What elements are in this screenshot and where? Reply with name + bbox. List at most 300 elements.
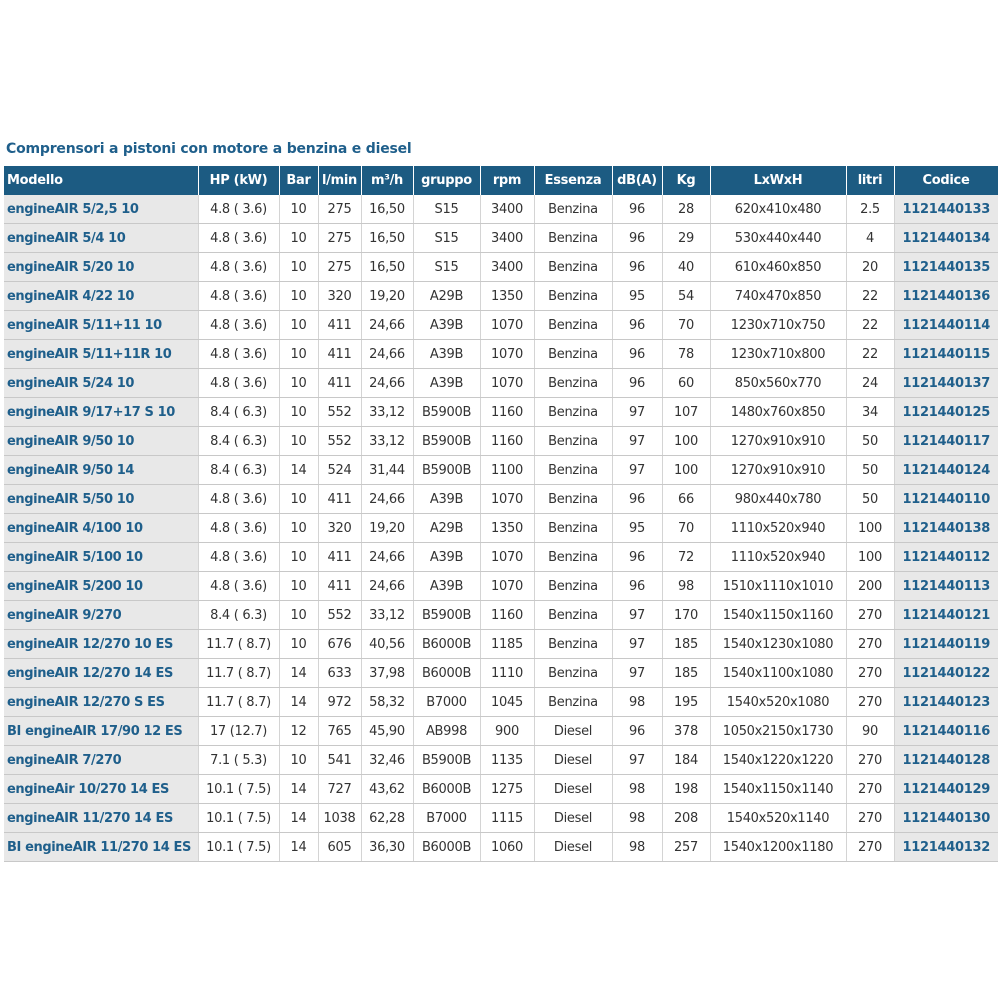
table-row (4, 659, 998, 688)
cell-kg: 54 (662, 282, 710, 311)
cell-m3h: 31,44 (361, 456, 413, 485)
cell-model: engineAIR 5/20 10 (4, 253, 198, 282)
cell-gruppo: B5900B (413, 427, 480, 456)
cell-m3h: 24,66 (361, 572, 413, 601)
cell-lmin: 275 (318, 195, 361, 224)
cell-kg: 378 (662, 717, 710, 746)
cell-litri: 22 (846, 311, 894, 340)
cell-rpm: 1185 (480, 630, 534, 659)
cell-model: engineAIR 4/22 10 (4, 282, 198, 311)
cell-dba: 96 (612, 340, 662, 369)
cell-rpm: 3400 (480, 253, 534, 282)
cell-rpm: 1275 (480, 775, 534, 804)
cell-hp: 10.1 ( 7.5) (198, 804, 279, 833)
cell-lmin: 524 (318, 456, 361, 485)
cell-bar: 10 (279, 224, 318, 253)
cell-dba: 97 (612, 659, 662, 688)
cell-gruppo: S15 (413, 195, 480, 224)
cell-m3h: 32,46 (361, 746, 413, 775)
cell-m3h: 45,90 (361, 717, 413, 746)
cell-dimensions: 1540x1150x1160 (710, 601, 846, 630)
cell-lmin: 275 (318, 224, 361, 253)
cell-m3h: 16,50 (361, 195, 413, 224)
cell-bar: 10 (279, 340, 318, 369)
cell-m3h: 37,98 (361, 659, 413, 688)
cell-essenza: Diesel (534, 717, 612, 746)
cell-bar: 10 (279, 195, 318, 224)
cell-rpm: 1115 (480, 804, 534, 833)
cell-hp: 8.4 ( 6.3) (198, 398, 279, 427)
cell-rpm: 3400 (480, 224, 534, 253)
cell-m3h: 16,50 (361, 253, 413, 282)
cell-codice: 1121440134 (894, 224, 998, 253)
cell-litri: 270 (846, 688, 894, 717)
cell-hp: 11.7 ( 8.7) (198, 659, 279, 688)
cell-bar: 10 (279, 601, 318, 630)
cell-hp: 4.8 ( 3.6) (198, 282, 279, 311)
cell-dimensions: 1540x1200x1180 (710, 833, 846, 862)
cell-m3h: 62,28 (361, 804, 413, 833)
col-header-modello: Modello (4, 166, 198, 195)
cell-gruppo: A29B (413, 514, 480, 543)
cell-lmin: 676 (318, 630, 361, 659)
table-row (4, 224, 998, 253)
cell-bar: 10 (279, 485, 318, 514)
table-row (4, 369, 998, 398)
cell-dba: 97 (612, 456, 662, 485)
cell-bar: 14 (279, 456, 318, 485)
cell-dimensions: 1540x1150x1140 (710, 775, 846, 804)
cell-dimensions: 1270x910x910 (710, 456, 846, 485)
cell-litri: 270 (846, 775, 894, 804)
cell-model: engineAIR 5/4 10 (4, 224, 198, 253)
cell-bar: 10 (279, 253, 318, 282)
cell-dba: 96 (612, 224, 662, 253)
table-row (4, 804, 998, 833)
cell-kg: 78 (662, 340, 710, 369)
cell-hp: 4.8 ( 3.6) (198, 514, 279, 543)
cell-m3h: 33,12 (361, 398, 413, 427)
cell-bar: 10 (279, 369, 318, 398)
cell-rpm: 900 (480, 717, 534, 746)
cell-dimensions: 1230x710x800 (710, 340, 846, 369)
cell-gruppo: B6000B (413, 659, 480, 688)
table-row (4, 398, 998, 427)
cell-dba: 96 (612, 717, 662, 746)
cell-model: engineAIR 5/200 10 (4, 572, 198, 601)
cell-dba: 96 (612, 572, 662, 601)
table-row (4, 340, 998, 369)
cell-rpm: 1060 (480, 833, 534, 862)
cell-rpm: 1350 (480, 282, 534, 311)
cell-codice: 1121440123 (894, 688, 998, 717)
cell-hp: 4.8 ( 3.6) (198, 543, 279, 572)
cell-gruppo: AB998 (413, 717, 480, 746)
cell-lmin: 605 (318, 833, 361, 862)
cell-hp: 4.8 ( 3.6) (198, 195, 279, 224)
cell-lmin: 633 (318, 659, 361, 688)
cell-dimensions: 980x440x780 (710, 485, 846, 514)
cell-litri: 4 (846, 224, 894, 253)
cell-hp: 4.8 ( 3.6) (198, 340, 279, 369)
cell-bar: 12 (279, 717, 318, 746)
cell-litri: 2.5 (846, 195, 894, 224)
cell-m3h: 58,32 (361, 688, 413, 717)
cell-essenza: Benzina (534, 630, 612, 659)
cell-codice: 1121440125 (894, 398, 998, 427)
cell-rpm: 1350 (480, 514, 534, 543)
cell-hp: 4.8 ( 3.6) (198, 253, 279, 282)
cell-codice: 1121440136 (894, 282, 998, 311)
cell-dba: 97 (612, 746, 662, 775)
cell-codice: 1121440121 (894, 601, 998, 630)
cell-gruppo: B5900B (413, 398, 480, 427)
cell-bar: 10 (279, 427, 318, 456)
cell-m3h: 36,30 (361, 833, 413, 862)
cell-kg: 100 (662, 427, 710, 456)
cell-rpm: 1160 (480, 398, 534, 427)
cell-codice: 1121440116 (894, 717, 998, 746)
table-title: Comprensori a pistoni con motore a benzina e diesel (6, 141, 412, 157)
cell-gruppo: B6000B (413, 630, 480, 659)
col-header-gruppo: gruppo (413, 166, 480, 195)
cell-model: engineAIR 12/270 10 ES (4, 630, 198, 659)
table-row (4, 282, 998, 311)
cell-gruppo: S15 (413, 253, 480, 282)
cell-litri: 50 (846, 485, 894, 514)
cell-kg: 184 (662, 746, 710, 775)
cell-essenza: Benzina (534, 398, 612, 427)
cell-model: engineAIR 5/100 10 (4, 543, 198, 572)
cell-kg: 29 (662, 224, 710, 253)
cell-gruppo: A39B (413, 340, 480, 369)
cell-m3h: 19,20 (361, 282, 413, 311)
cell-litri: 34 (846, 398, 894, 427)
table-row (4, 253, 998, 282)
cell-hp: 4.8 ( 3.6) (198, 572, 279, 601)
cell-essenza: Benzina (534, 485, 612, 514)
cell-codice: 1121440113 (894, 572, 998, 601)
cell-m3h: 19,20 (361, 514, 413, 543)
table-row (4, 572, 998, 601)
cell-kg: 195 (662, 688, 710, 717)
cell-bar: 10 (279, 311, 318, 340)
cell-kg: 257 (662, 833, 710, 862)
cell-dba: 97 (612, 398, 662, 427)
cell-kg: 28 (662, 195, 710, 224)
cell-lmin: 552 (318, 398, 361, 427)
cell-rpm: 1110 (480, 659, 534, 688)
cell-codice: 1121440114 (894, 311, 998, 340)
cell-codice: 1121440133 (894, 195, 998, 224)
cell-m3h: 24,66 (361, 543, 413, 572)
cell-gruppo: A39B (413, 485, 480, 514)
cell-rpm: 1070 (480, 485, 534, 514)
cell-litri: 200 (846, 572, 894, 601)
cell-litri: 270 (846, 659, 894, 688)
col-header-dba: dB(A) (612, 166, 662, 195)
cell-essenza: Benzina (534, 195, 612, 224)
cell-rpm: 1160 (480, 427, 534, 456)
cell-model: engineAIR 4/100 10 (4, 514, 198, 543)
cell-litri: 22 (846, 340, 894, 369)
cell-kg: 185 (662, 659, 710, 688)
cell-kg: 40 (662, 253, 710, 282)
cell-bar: 14 (279, 775, 318, 804)
cell-model: BI engineAIR 17/90 12 ES (4, 717, 198, 746)
cell-codice: 1121440137 (894, 369, 998, 398)
cell-kg: 70 (662, 311, 710, 340)
cell-dba: 96 (612, 253, 662, 282)
cell-model: engineAIR 11/270 14 ES (4, 804, 198, 833)
table-row (4, 485, 998, 514)
cell-bar: 10 (279, 572, 318, 601)
cell-gruppo: A39B (413, 543, 480, 572)
cell-bar: 14 (279, 659, 318, 688)
cell-rpm: 1070 (480, 340, 534, 369)
cell-essenza: Benzina (534, 456, 612, 485)
cell-dba: 98 (612, 775, 662, 804)
col-header-rpm: rpm (480, 166, 534, 195)
cell-gruppo: A29B (413, 282, 480, 311)
col-header-litri: litri (846, 166, 894, 195)
cell-dimensions: 530x440x440 (710, 224, 846, 253)
table-row (4, 833, 998, 862)
cell-kg: 100 (662, 456, 710, 485)
cell-m3h: 24,66 (361, 340, 413, 369)
cell-codice: 1121440122 (894, 659, 998, 688)
cell-dimensions: 1480x760x850 (710, 398, 846, 427)
cell-essenza: Benzina (534, 224, 612, 253)
cell-hp: 4.8 ( 3.6) (198, 485, 279, 514)
cell-bar: 10 (279, 398, 318, 427)
cell-bar: 14 (279, 804, 318, 833)
cell-dba: 96 (612, 311, 662, 340)
cell-model: engineAIR 5/11+11R 10 (4, 340, 198, 369)
cell-codice: 1121440110 (894, 485, 998, 514)
cell-gruppo: A39B (413, 311, 480, 340)
cell-dimensions: 850x560x770 (710, 369, 846, 398)
cell-model: engineAIR 5/11+11 10 (4, 311, 198, 340)
cell-bar: 14 (279, 833, 318, 862)
cell-essenza: Diesel (534, 746, 612, 775)
col-header-lmin: l/min (318, 166, 361, 195)
cell-essenza: Benzina (534, 543, 612, 572)
cell-gruppo: B5900B (413, 456, 480, 485)
cell-litri: 270 (846, 601, 894, 630)
cell-litri: 270 (846, 746, 894, 775)
cell-gruppo: B6000B (413, 833, 480, 862)
cell-kg: 60 (662, 369, 710, 398)
cell-dba: 98 (612, 688, 662, 717)
cell-lmin: 320 (318, 282, 361, 311)
cell-rpm: 1070 (480, 572, 534, 601)
table-row (4, 688, 998, 717)
cell-dba: 95 (612, 282, 662, 311)
cell-codice: 1121440115 (894, 340, 998, 369)
cell-lmin: 552 (318, 601, 361, 630)
cell-kg: 98 (662, 572, 710, 601)
table-row (4, 775, 998, 804)
cell-model: engineAIR 5/2,5 10 (4, 195, 198, 224)
cell-bar: 10 (279, 514, 318, 543)
cell-litri: 50 (846, 427, 894, 456)
cell-essenza: Benzina (534, 688, 612, 717)
cell-m3h: 16,50 (361, 224, 413, 253)
cell-dimensions: 1540x1100x1080 (710, 659, 846, 688)
cell-dimensions: 1540x1230x1080 (710, 630, 846, 659)
cell-essenza: Benzina (534, 572, 612, 601)
table-row (4, 630, 998, 659)
cell-kg: 72 (662, 543, 710, 572)
cell-litri: 270 (846, 833, 894, 862)
cell-rpm: 1045 (480, 688, 534, 717)
col-header-bar: Bar (279, 166, 318, 195)
cell-codice: 1121440132 (894, 833, 998, 862)
cell-essenza: Benzina (534, 253, 612, 282)
cell-dba: 98 (612, 833, 662, 862)
cell-model: BI engineAIR 11/270 14 ES (4, 833, 198, 862)
cell-hp: 8.4 ( 6.3) (198, 427, 279, 456)
cell-rpm: 1070 (480, 369, 534, 398)
col-header-hp: HP (kW) (198, 166, 279, 195)
cell-rpm: 1160 (480, 601, 534, 630)
cell-litri: 90 (846, 717, 894, 746)
cell-dimensions: 1110x520x940 (710, 543, 846, 572)
col-header-codice: Codice (894, 166, 998, 195)
cell-hp: 4.8 ( 3.6) (198, 311, 279, 340)
cell-dba: 97 (612, 427, 662, 456)
cell-kg: 66 (662, 485, 710, 514)
cell-dimensions: 1540x1220x1220 (710, 746, 846, 775)
cell-lmin: 275 (318, 253, 361, 282)
cell-litri: 20 (846, 253, 894, 282)
cell-lmin: 972 (318, 688, 361, 717)
cell-dimensions: 1050x2150x1730 (710, 717, 846, 746)
table-row (4, 717, 998, 746)
cell-lmin: 411 (318, 485, 361, 514)
cell-lmin: 552 (318, 427, 361, 456)
cell-dimensions: 1110x520x940 (710, 514, 846, 543)
cell-bar: 10 (279, 282, 318, 311)
table-row (4, 601, 998, 630)
col-header-dimensions: LxWxH (710, 166, 846, 195)
table-row (4, 427, 998, 456)
cell-essenza: Benzina (534, 601, 612, 630)
cell-codice: 1121440135 (894, 253, 998, 282)
cell-dba: 97 (612, 601, 662, 630)
cell-lmin: 411 (318, 311, 361, 340)
cell-hp: 4.8 ( 3.6) (198, 224, 279, 253)
cell-litri: 22 (846, 282, 894, 311)
cell-dimensions: 610x460x850 (710, 253, 846, 282)
cell-gruppo: B7000 (413, 688, 480, 717)
cell-rpm: 3400 (480, 195, 534, 224)
cell-litri: 100 (846, 514, 894, 543)
cell-codice: 1121440117 (894, 427, 998, 456)
cell-rpm: 1070 (480, 543, 534, 572)
cell-model: engineAIR 9/270 (4, 601, 198, 630)
cell-lmin: 411 (318, 572, 361, 601)
table-row (4, 746, 998, 775)
col-header-essenza: Essenza (534, 166, 612, 195)
cell-m3h: 33,12 (361, 427, 413, 456)
cell-model: engineAIR 12/270 14 ES (4, 659, 198, 688)
cell-bar: 14 (279, 688, 318, 717)
cell-kg: 107 (662, 398, 710, 427)
cell-codice: 1121440130 (894, 804, 998, 833)
cell-rpm: 1135 (480, 746, 534, 775)
cell-litri: 50 (846, 456, 894, 485)
table-row (4, 311, 998, 340)
cell-lmin: 411 (318, 369, 361, 398)
cell-litri: 270 (846, 630, 894, 659)
cell-dba: 98 (612, 804, 662, 833)
cell-gruppo: B7000 (413, 804, 480, 833)
table-row (4, 514, 998, 543)
cell-kg: 185 (662, 630, 710, 659)
cell-hp: 8.4 ( 6.3) (198, 601, 279, 630)
cell-essenza: Benzina (534, 659, 612, 688)
cell-model: engineAIR 9/17+17 S 10 (4, 398, 198, 427)
cell-bar: 10 (279, 746, 318, 775)
cell-essenza: Diesel (534, 775, 612, 804)
cell-codice: 1121440119 (894, 630, 998, 659)
cell-model: engineAIR 9/50 14 (4, 456, 198, 485)
cell-dimensions: 1540x520x1080 (710, 688, 846, 717)
header-row (4, 166, 998, 195)
cell-gruppo: B5900B (413, 601, 480, 630)
table-row (4, 456, 998, 485)
cell-essenza: Benzina (534, 340, 612, 369)
cell-essenza: Benzina (534, 282, 612, 311)
cell-litri: 24 (846, 369, 894, 398)
cell-codice: 1121440112 (894, 543, 998, 572)
cell-codice: 1121440129 (894, 775, 998, 804)
cell-hp: 10.1 ( 7.5) (198, 833, 279, 862)
cell-gruppo: B5900B (413, 746, 480, 775)
cell-essenza: Diesel (534, 804, 612, 833)
cell-lmin: 727 (318, 775, 361, 804)
cell-dimensions: 1510x1110x1010 (710, 572, 846, 601)
cell-codice: 1121440124 (894, 456, 998, 485)
cell-model: engineAir 10/270 14 ES (4, 775, 198, 804)
cell-hp: 8.4 ( 6.3) (198, 456, 279, 485)
cell-m3h: 24,66 (361, 369, 413, 398)
cell-dba: 97 (612, 630, 662, 659)
cell-gruppo: S15 (413, 224, 480, 253)
cell-m3h: 43,62 (361, 775, 413, 804)
cell-m3h: 40,56 (361, 630, 413, 659)
cell-kg: 170 (662, 601, 710, 630)
cell-essenza: Benzina (534, 514, 612, 543)
cell-hp: 4.8 ( 3.6) (198, 369, 279, 398)
cell-lmin: 411 (318, 340, 361, 369)
table-row (4, 195, 998, 224)
cell-hp: 11.7 ( 8.7) (198, 688, 279, 717)
cell-model: engineAIR 12/270 S ES (4, 688, 198, 717)
cell-essenza: Benzina (534, 369, 612, 398)
cell-essenza: Diesel (534, 833, 612, 862)
cell-kg: 70 (662, 514, 710, 543)
cell-lmin: 411 (318, 543, 361, 572)
cell-gruppo: A39B (413, 572, 480, 601)
cell-codice: 1121440138 (894, 514, 998, 543)
cell-dimensions: 620x410x480 (710, 195, 846, 224)
table-row (4, 543, 998, 572)
cell-codice: 1121440128 (894, 746, 998, 775)
cell-model: engineAIR 5/50 10 (4, 485, 198, 514)
